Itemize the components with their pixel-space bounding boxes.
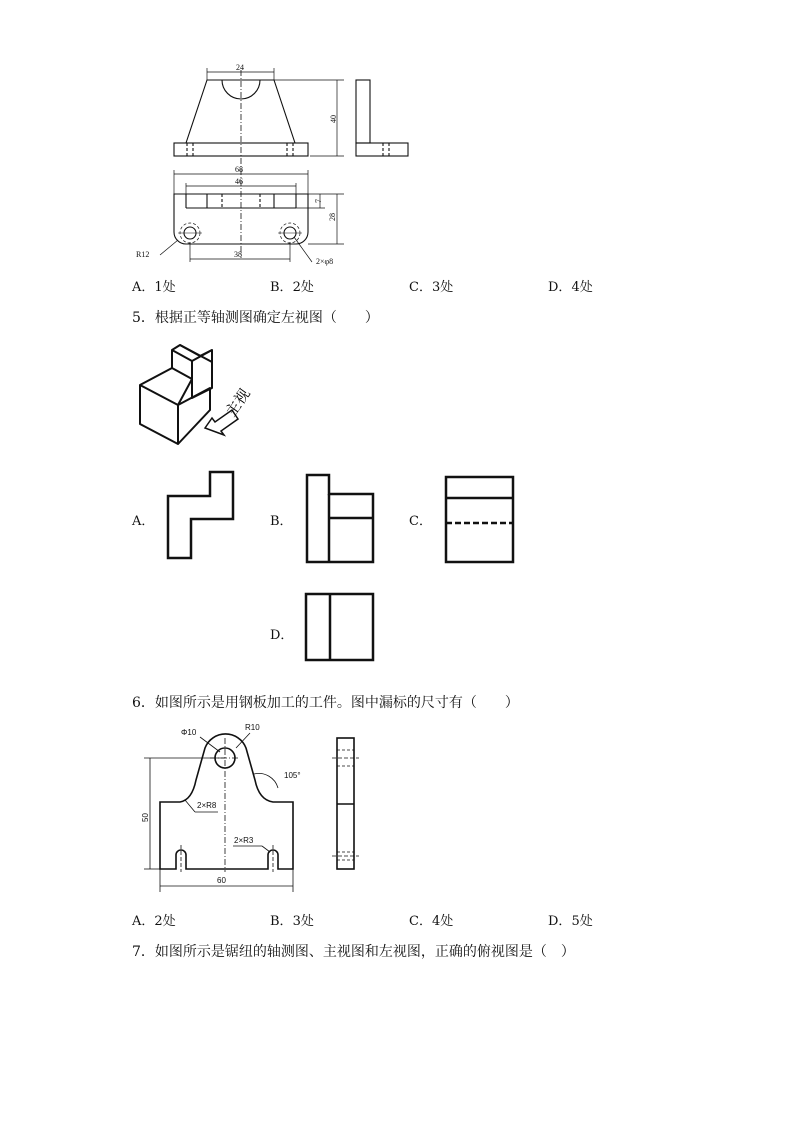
option-text: 2处 [292, 280, 314, 295]
option-text: 5处 [571, 914, 593, 929]
q4-dim-46: 46 [235, 177, 243, 186]
q5-question: 5．根据正等轴测图确定左视图（ ） [132, 310, 379, 326]
q6-question: 6．如图所示是用钢板加工的工件。图中漏标的尺寸有（ ） [132, 695, 519, 711]
option-letter: C． [409, 280, 432, 295]
q4-option-b[interactable] [270, 276, 314, 295]
q6-option-b[interactable] [270, 910, 314, 929]
option-letter: B． [270, 280, 293, 295]
q5-isometric-drawing [130, 340, 270, 450]
option-text: 4处 [431, 914, 454, 929]
q5-option-d[interactable]: D． [270, 628, 294, 643]
q6-dim-hole: Φ10 [181, 728, 197, 737]
q4-dim-68: 68 [235, 165, 243, 174]
option-text: 4处 [571, 280, 593, 295]
q4-option-a[interactable] [132, 276, 176, 295]
q6-option-c[interactable] [409, 910, 453, 929]
option-letter: D． [548, 280, 572, 295]
option-text: 3处 [431, 280, 454, 295]
q6-option-d[interactable] [548, 910, 593, 929]
q6-dim-60: 60 [217, 876, 226, 885]
q5-option-d-figure[interactable] [302, 590, 378, 665]
q7-question: 7．如图所示是锯纽的轴测图、主视图和左视图，正确的俯视图是（ ） [132, 944, 575, 960]
q5-option-b-figure[interactable] [302, 470, 378, 565]
q4-dim-7: 7 [314, 199, 323, 203]
q6-dim-angle: 105° [284, 771, 301, 780]
option-letter: A． [132, 280, 155, 295]
q4-dim-r12: R12 [136, 250, 150, 259]
q4-dim-28: 28 [328, 213, 337, 221]
option-text: 1处 [154, 280, 176, 295]
q6-dim-fillet: 2×R8 [197, 801, 217, 810]
option-letter: C． [409, 914, 432, 929]
q6-option-a[interactable] [132, 910, 176, 929]
q5-arrow-label: 主视 [223, 386, 254, 420]
option-text: 3处 [292, 914, 314, 929]
option-letter: D． [548, 914, 572, 929]
q6-dim-50: 50 [141, 813, 150, 822]
q4-dim-24: 24 [236, 63, 244, 72]
q5-option-c-figure[interactable] [442, 473, 517, 567]
q6-drawing [130, 720, 370, 890]
q5-option-b[interactable]: B． [270, 514, 293, 529]
q4-option-c[interactable] [409, 276, 453, 295]
option-letter: B． [270, 914, 293, 929]
q6-dim-slot: 2×R3 [234, 836, 254, 845]
q5-option-c[interactable]: C． [409, 514, 432, 529]
q4-drawing [136, 55, 430, 270]
q4-dim-40: 40 [329, 115, 338, 123]
option-letter: A． [132, 914, 155, 929]
q6-dim-r10: R10 [245, 723, 260, 732]
q4-dim-38: 38 [234, 250, 242, 259]
q4-option-d[interactable] [548, 276, 593, 295]
q5-option-a[interactable]: A． [132, 514, 155, 529]
q5-option-a-figure[interactable] [165, 470, 237, 562]
q4-dim-holes: 2×φ8 [316, 257, 334, 266]
option-text: 2处 [154, 914, 176, 929]
